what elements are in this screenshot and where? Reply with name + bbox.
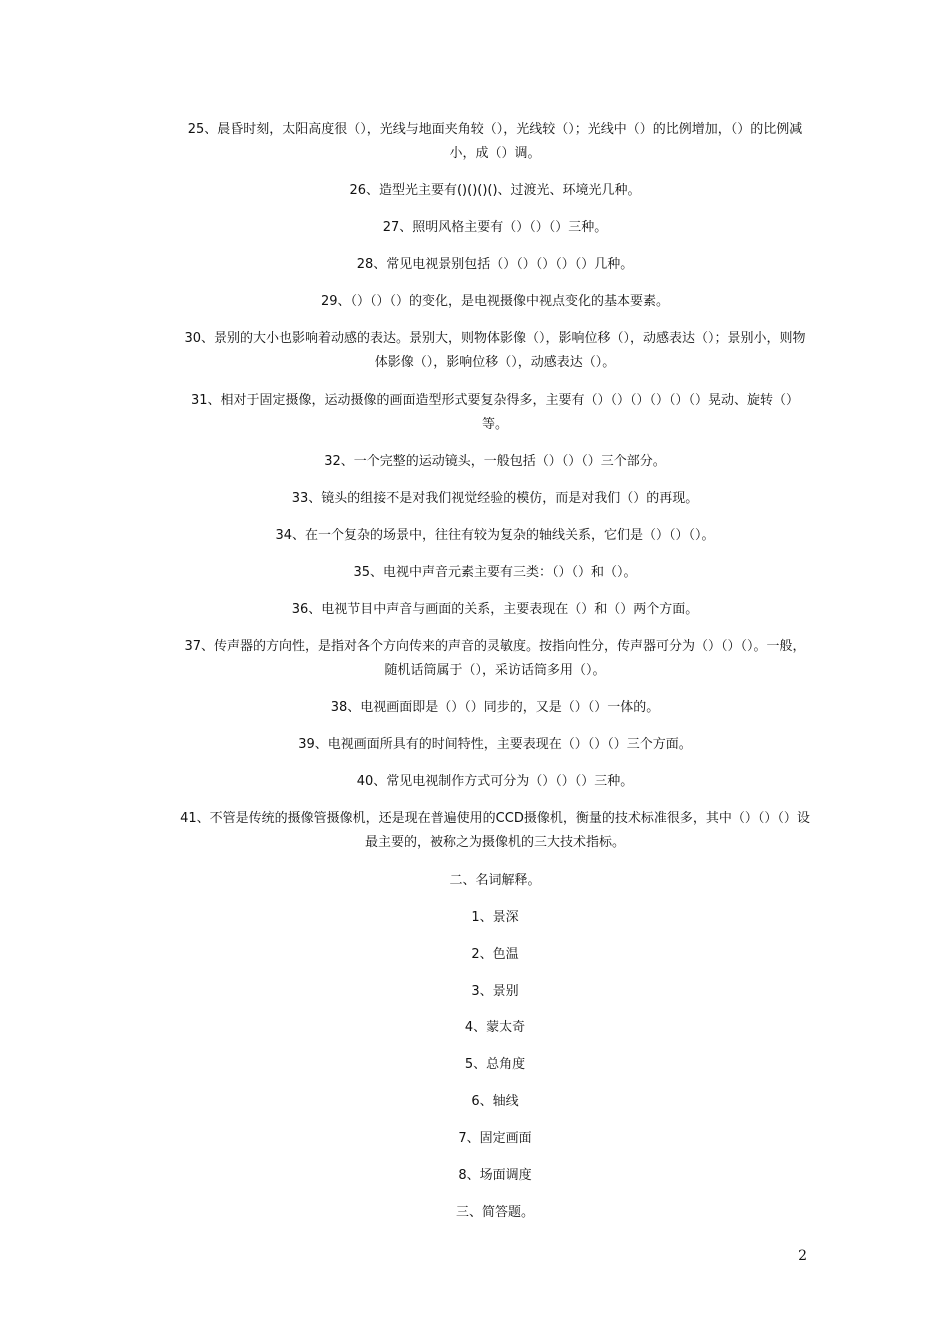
- question-33: 33、镜头的组接不是对我们视觉经验的模仿，而是对我们（）的再现。: [291, 491, 699, 506]
- question-26: 26、造型光主要有()()()()、过渡光、环境光几种。: [349, 183, 641, 198]
- term-7: 7、固定画面: [458, 1131, 532, 1146]
- term-1: 1、景深: [471, 910, 519, 925]
- question-39: 39、电视画面所具有的时间特性，主要表现在（）（）（）三个方面。: [298, 737, 692, 752]
- term-3: 3、景别: [471, 984, 519, 999]
- question-28: 28、常见电视景别包括（）（）（）（）（）几种。: [356, 257, 634, 272]
- question-35: 35、电视中声音元素主要有三类：（）（）和（）。: [353, 565, 637, 580]
- question-29: 29、（）（）（）的变化，是电视摄像中视点变化的基本要素。: [320, 294, 670, 309]
- term-4: 4、蒙太奇: [464, 1020, 526, 1035]
- question-40: 40、常见电视制作方式可分为（）（）（）三种。: [356, 774, 634, 789]
- question-38: 38、电视画面即是（）（）同步的，又是（）（）一体的。: [330, 700, 660, 715]
- question-31: 31、相对于固定摄像，运动摄像的画面造型形式要复杂得多，主要有（）（）（）（）（）（）晃动、旋转（）等。: [190, 393, 800, 432]
- question-32: 32、一个完整的运动镜头，一般包括（）（）（）三个部分。: [324, 454, 666, 469]
- term-2: 2、色温: [471, 947, 519, 962]
- term-8: 8、场面调度: [458, 1168, 532, 1183]
- page-number: 2: [798, 1248, 807, 1264]
- question-27: 27、照明风格主要有（）（）（）三种。: [382, 220, 608, 235]
- question-30: 30、景别的大小也影响着动感的表达。景别大，则物体影像（），影响位移（），动感表达（）；景别小，则物体影像（），影响位移（），动感表达（）。: [184, 331, 806, 370]
- section-heading-2: 二、名词解释。: [449, 873, 541, 888]
- term-5: 5、总角度: [464, 1057, 526, 1072]
- question-36: 36、电视节目中声音与画面的关系，主要表现在（）和（）两个方面。: [291, 602, 699, 617]
- question-41: 41、不管是传统的摄像管摄像机，还是现在普遍使用的CCD摄像机，衡量的技术标准很多，其中（）（）（）设最主要的，被称之为摄像机的三大技术指标。: [180, 811, 810, 850]
- question-37: 37、传声器的方向性，是指对各个方向传来的声音的灵敏度。按指向性分，传声器可分为（）（）（）。一般，随机话筒属于（），采访话筒多用（）。: [184, 639, 806, 678]
- section-heading-3: 三、简答题。: [455, 1205, 534, 1220]
- question-25: 25、晨昏时刻，太阳高度很（），光线与地面夹角较（），光线较（）；光线中（）的比例增加，（）的比例减小，成（）调。: [187, 122, 803, 161]
- term-6: 6、轴线: [471, 1094, 519, 1109]
- question-34: 34、在一个复杂的场景中，往往有较为复杂的轴线关系，它们是（）（）（）。: [275, 528, 715, 543]
